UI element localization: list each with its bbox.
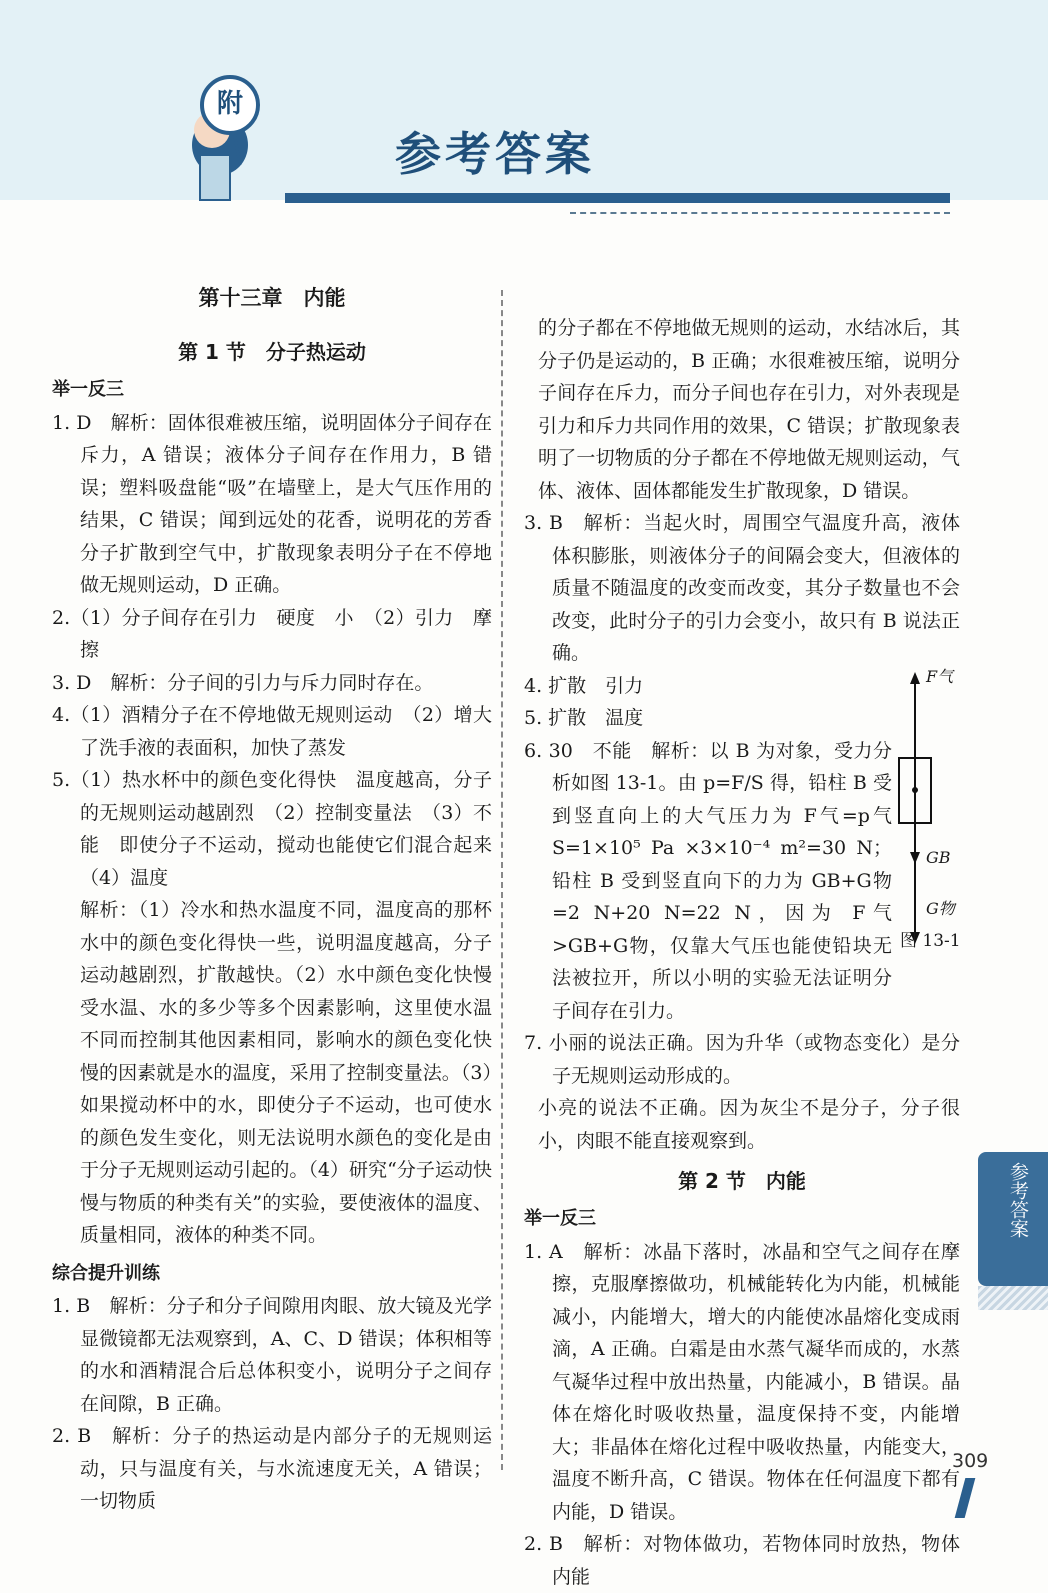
answer-item: 1. D 解析：固体很难被压缩，说明固体分子间存在斥力，A 错误；液体分子间存在作用力，B 错误；塑料吸盘能“吸”在墙壁上，是大气压作用的结果，C 错误；闻到远处的花香，说明花的芳香分子扩散到空气中，扩散现象表明分子在不停地做无规则运动，D 正确。 [52, 411, 492, 596]
answer-item: 3. D 解析：分子间的引力与斥力同时存在。 [52, 671, 434, 694]
subsection-title: 举一反三 [524, 1208, 596, 1229]
force-label-gb: GB [926, 848, 951, 867]
header-dashed-rule [570, 212, 950, 214]
answer-continuation: 的分子都在不停地做无规则的运动，水结冰后，其分子仍是运动的，B 正确；水很难被压缩，说明分子间存在斥力，而分子间也存在引力，对外表现是引力和斥力共同作用的效果，C 错误；扩散现象表明了一切物质的分子都在不停地做无规则运动，气体、液体、固体都能发生扩散现象，D 错误。 [538, 317, 960, 502]
chapter-title: 第十三章 内能 [198, 286, 346, 310]
page-number: 309 [952, 1450, 989, 1472]
answer-explanation: 解析：（1）冷水和热水温度不同，温度高的那杯水中的颜色变化得快一些，说明温度越高，分子运动越剧烈，扩散越快。（2）水中颜色变化快慢受水温、水的多少等多个因素影响，这里使水温不同而控制其他因素相同，影响水的颜色变化快慢的因素就是水的温度，采用了控制变量法。（3）如果搅动杯中的水，即使分子不运动，也可使水的颜色发生变化，则无法说明水颜色的变化是由于分子无规则运动引起的。（4）研究“分子运动快慢与物质的种类有关”的实验，要使液体的温度、质量相同，液体的种类不同。 [80, 899, 492, 1246]
column-divider [501, 290, 503, 1470]
subsection-title: 举一反三 [52, 379, 124, 400]
header-rule [285, 193, 950, 203]
figure-caption: 图 13-1 [900, 931, 961, 951]
section-title: 第 2 节 内能 [678, 1169, 806, 1193]
page-title: 参考答案 [395, 127, 595, 181]
side-tab [978, 1152, 1048, 1286]
answer-item: 1. B 解析：分子和分子间隙用肉眼、放大镜及光学显微镜都无法观察到，A、C、D 错误；体积相等的水和酒精混合后总体积变小，说明分子之间存在间隙，B 正确。 [52, 1295, 492, 1415]
answer-item: 2. B 解析：对物体做功，若物体同时放热，物体内能 [524, 1533, 960, 1588]
answer-item: 7. 小丽的说法正确。因为升华（或物态变化）是分子无规则运动形成的。 [524, 1032, 960, 1087]
force-label-air: F气 [926, 667, 954, 686]
right-column [524, 312, 960, 1593]
answer-item: 6. 30 不能 解析：以 B 为对象，受力分析如图 13-1。由 p=F/S 得，铅柱 B 受到竖直向上的大气压力为 F气=p气S=1×10⁵ Pa ×3×10⁻⁴ m²=30 N；铅柱 B 受到竖直向下的力为 GB+G物=2 N+20 N=22 N，因为 F气>GB+G物，仅靠大气压也能使铅块无法被拉开，所以小明的实验无法证明分子间存在引力。 [524, 739, 892, 1022]
answer-item: 5. 扩散 温度 [524, 707, 644, 729]
side-tab-stripe [978, 1286, 1048, 1310]
appendix-badge: 附 [200, 75, 260, 135]
answer-item: 4.（1）酒精分子在不停地做无规则运动 （2）增大了洗手液的表面积，加快了蒸发 [52, 704, 492, 759]
section-title: 第 1 节 分子热运动 [178, 340, 366, 364]
side-tab-label: 参考答案 [1007, 1162, 1029, 1238]
answer-item: 小亮的说法不正确。因为灰尘不是分子，分子很小，肉眼不能直接观察到。 [538, 1097, 960, 1152]
answer-item: 4. 扩散 引力 [524, 674, 644, 697]
answer-item: 2. B 解析：分子的热运动是内部分子的无规则运动，只与温度有关，与水流速度无关，A 错误；一切物质 [52, 1425, 492, 1512]
left-column [52, 280, 512, 1518]
answer-item: 5.（1）热水杯中的颜色变化得快 温度越高，分子的无规则运动越剧烈 （2）控制变量法 （3）不能 即使分子不运动，搅动也能使它们混合起来 （4）温度 [52, 769, 512, 889]
answer-item: 3. B 解析：当起火时，周围空气温度升高，液体体积膨胀，则液体分子的间隔会变大，但液体的质量不随温度的改变而改变，其分子数量也不会改变，此时分子的引力会变小，故只有 B 说法正确。 [524, 512, 960, 664]
answer-item: 1. A 解析：冰晶下落时，冰晶和空气之间存在摩擦，克服摩擦做功，机械能转化为内能，机械能减小，内能增大，增大的内能使冰晶熔化变成雨滴，A 正确。白霜是由水蒸气凝华而成的，水蒸气凝华过程中放出热量，内能减小，B 错误。晶体在熔化时吸收热量，温度保持不变，内能增大；非晶体在熔化过程中吸收热量，内能变大，温度不断升高，C 错误。物体在任何温度下都有内能，D 错误。 [524, 1240, 960, 1523]
force-label-gw: G物 [926, 899, 955, 918]
subsection-title: 综合提升训练 [52, 1262, 160, 1284]
answer-item: 2.（1）分子间存在引力 硬度 小 （2）引力 摩擦 [52, 606, 492, 661]
